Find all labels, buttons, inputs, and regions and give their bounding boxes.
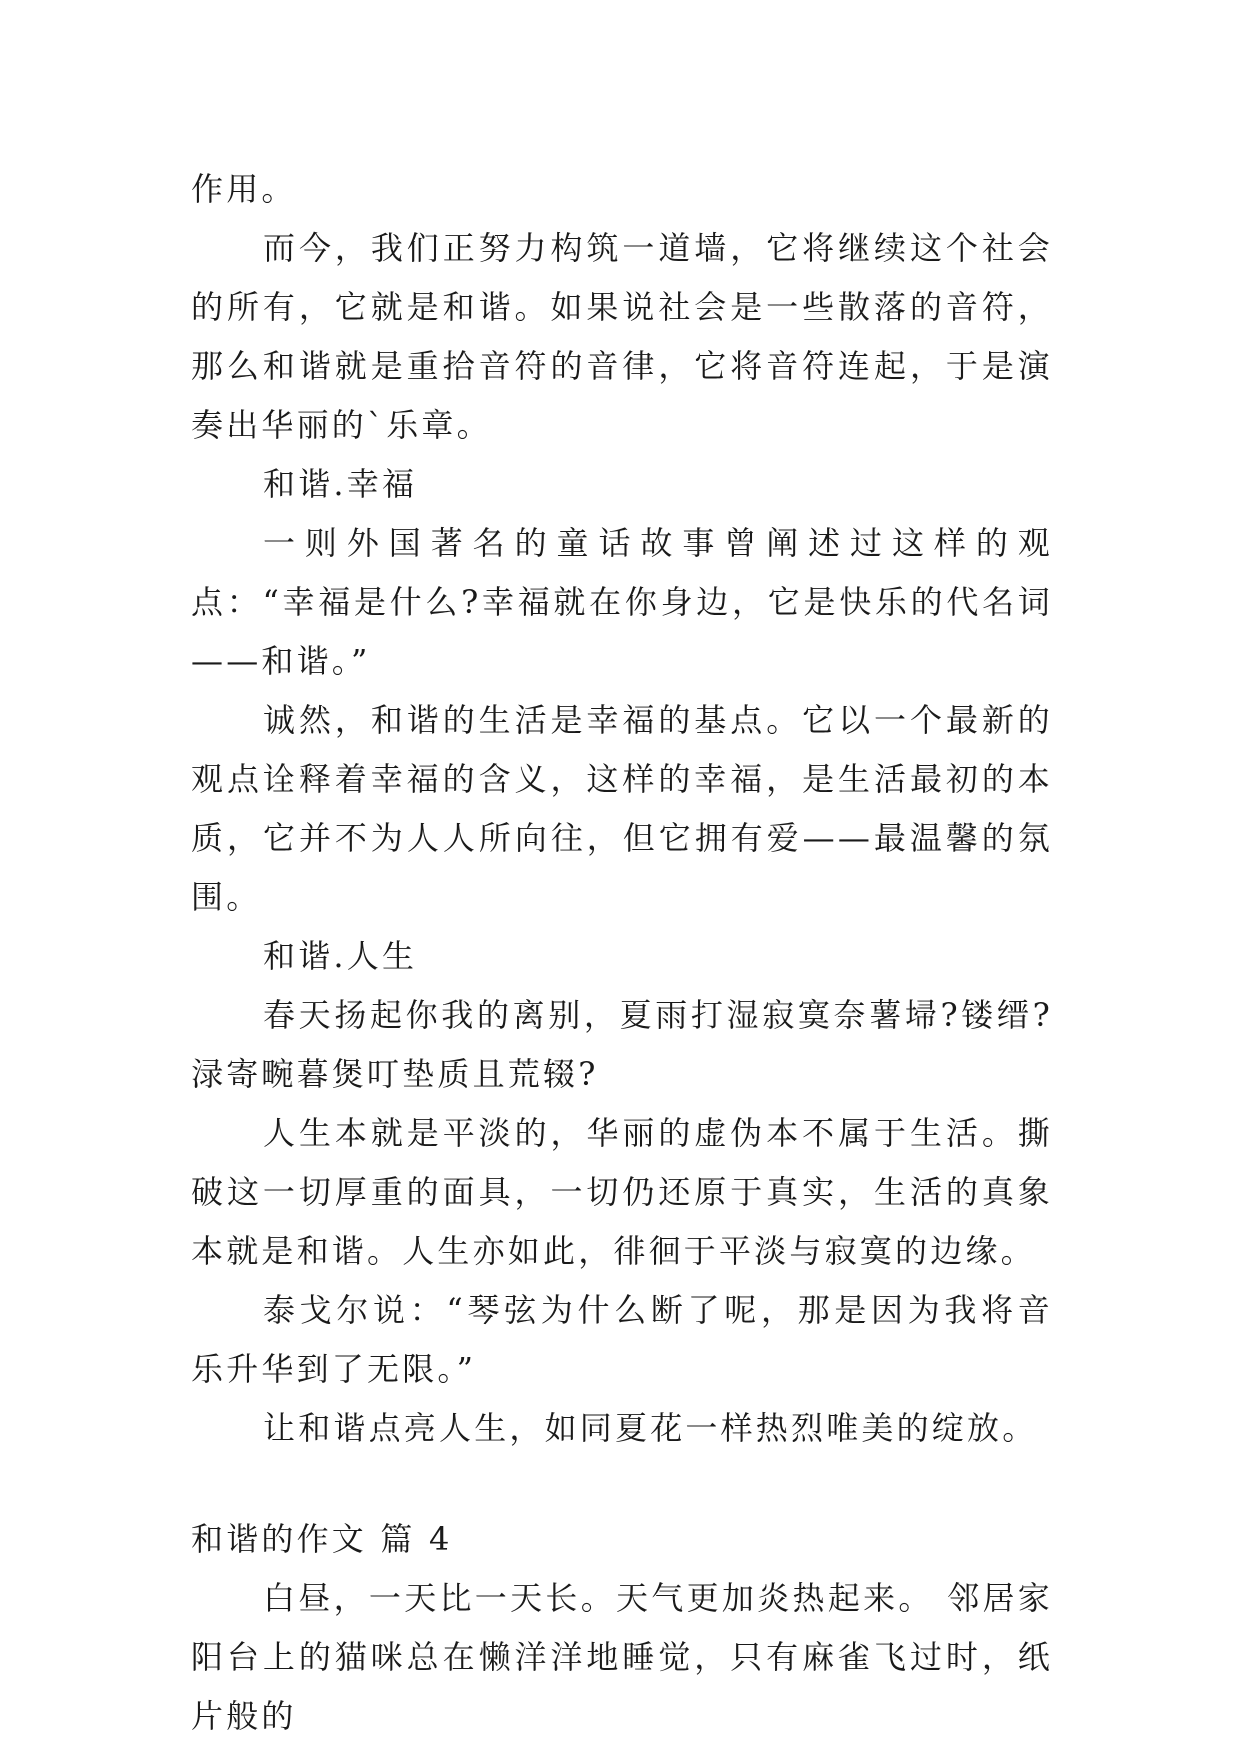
section-gap [191, 1458, 1053, 1510]
paragraph: 泰戈尔说：“琴弦为什么断了呢，那是因为我将音乐升华到了无限。” [191, 1291, 1053, 1388]
document-body [191, 160, 1053, 1746]
subheading-harmony-life: 和谐.人生 [263, 937, 418, 975]
section-title: 和谐的作文 篇 4 [191, 1520, 453, 1558]
paragraph: 一则外国著名的童话故事曾阐述过这样的观点：“幸福是什么?幸福就在你身边，它是快乐的代名词——和谐。” [191, 524, 1053, 680]
paragraph: 而今，我们正努力构筑一道墙，它将继续这个社会的所有，它就是和谐。如果说社会是一些散落的音符，那么和谐就是重拾音符的音律，它将音符连起，于是演奏出华丽的`乐章。 [191, 229, 1053, 444]
paragraph: 诚然，和谐的生活是幸福的基点。它以一个最新的观点诠释着幸福的含义，这样的幸福，是生活最初的本质，它并不为人人所向往，但它拥有爱——最温馨的氛围。 [191, 701, 1053, 916]
paragraph: 人生本就是平淡的，华丽的虚伪本不属于生活。撕破这一切厚重的面具，一切仍还原于真实，生活的真象本就是和谐。人生亦如此，徘徊于平淡与寂寞的边缘。 [191, 1114, 1053, 1270]
paragraph: 白昼，一天比一天长。天气更加炎热起来。 邻居家阳台上的猫咪总在懒洋洋地睡觉，只有麻雀飞过时，纸片般的 [191, 1579, 1053, 1735]
paragraph: 让和谐点亮人生，如同夏花一样热烈唯美的绽放。 [263, 1409, 1038, 1447]
paragraph: 春天扬起你我的离别，夏雨打湿寂寞奈薯埽?镂缙?渌寄畹暮煲叮垫质且荒辍? [191, 996, 1053, 1093]
subheading-harmony-happiness: 和谐.幸福 [263, 465, 418, 503]
paragraph-continuation: 作用。 [191, 170, 297, 208]
